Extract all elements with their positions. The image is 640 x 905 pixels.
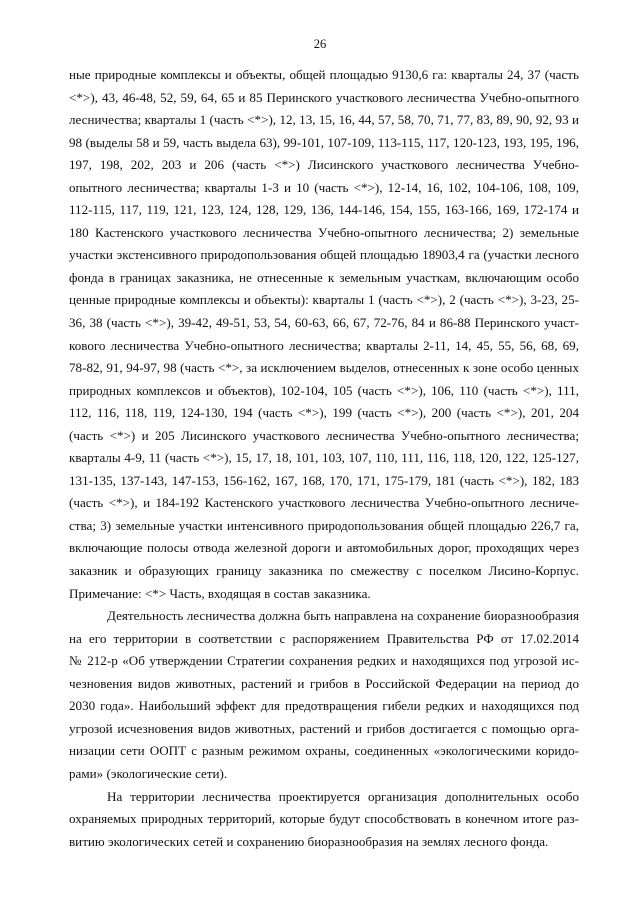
text-line: 197, 198, 202, 203 и 206 (часть <*>) Лисинского участкового лесничества Учебно-	[69, 157, 579, 173]
text-line: 131-135, 137-143, 147-153, 156-162, 167, 168, 170, 171, 175-179, 181 (часть <*>), 182, 183	[69, 472, 579, 488]
text-line: 2030 года». Наибольший эффект для предотвращения гибели редких и находящихся под	[69, 698, 579, 714]
text-line: лесничества; кварталы 1 (часть <*>), 12, 13, 15, 16, 44, 57, 58, 70, 71, 77, 83, 89, 90, 92, 93 и	[69, 112, 579, 128]
text-line: угрозой исчезновения видов животных, растений и грибов достигается с помощью орга-	[69, 720, 579, 736]
text-line: ценные природные комплексы и объекты): кварталы 1 (часть <*>), 2 (часть <*>), 3-23, 25-	[69, 292, 579, 308]
text-line: рами» (экологические сети).	[69, 765, 228, 781]
text-line: Деятельность лесничества должна быть направлена на сохранение биоразнообразия	[107, 608, 579, 624]
text-line: Примечание: <*> Часть, входящая в состав заказника.	[69, 585, 371, 601]
text-line: № 212-р «Об утверждении Стратегии сохранения редких и находящихся под угрозой ис-	[69, 653, 579, 669]
text-line: кварталы 4-9, 11 (часть <*>), 15, 17, 18, 101, 103, 107, 110, 111, 116, 118, 120, 122, 125-127,	[69, 450, 579, 466]
text-line: чезновения видов животных, растений и грибов в Российской Федерации на период до	[69, 675, 579, 691]
text-line: 180 Кастенского участкового лесничества Учебно-опытного лесничества; 2) земельные	[69, 224, 579, 240]
text-line: витию экологических сетей и сохранению биоразнообразия на землях лесного фонда.	[69, 833, 549, 849]
text-line: заказник и образующих границу заказника по смежеству с поселком Лисино-Корпус.	[69, 563, 579, 579]
text-line: включающие полосы отвода железной дороги и автомобильных дорог, проходящих через	[69, 540, 579, 556]
text-line: ства; 3) земельные участки интенсивного природопользования общей площадью 226,7 га,	[69, 517, 579, 533]
text-line: На территории лесничества проектируется организация дополнительных особо	[107, 788, 579, 804]
text-line: 36, 38 (часть <*>), 39-42, 49-51, 53, 54, 60-63, 66, 67, 72-76, 84 и 86-88 Перинского участ-	[69, 315, 579, 331]
text-line: опытного лесничества; кварталы 1-3 и 10 (часть <*>), 12-14, 16, 102, 104-106, 108, 109,	[69, 179, 579, 195]
text-line: 98 (выделы 58 и 59, часть выдела 63), 99-101, 107-109, 113-115, 117, 120-123, 193, 195, 196,	[69, 134, 579, 150]
text-line: низации сети ООПТ с разным режимом охраны, соединенных «экологическими коридо-	[69, 743, 579, 759]
text-line: охраняемых природных территорий, которые будут способствовать в конечном итоге раз-	[69, 811, 579, 827]
text-line: ные природные комплексы и объекты, общей площадью 9130,6 га: кварталы 24, 37 (часть	[69, 67, 579, 82]
page-number: 26	[313, 37, 327, 51]
text-line: фонда в границах заказника, не отнесенные к земельным участкам, включающим особо	[69, 269, 579, 285]
text-line: (часть <*>), и 184-192 Кастенского участкового лесничества Учебно-опытного лесниче-	[69, 495, 579, 511]
body-text	[69, 64, 579, 853]
text-line: 78-82, 91, 94-97, 98 (часть <*>, за исключением выделов, отнесенных к зоне особо ценных	[69, 360, 579, 376]
text-line: (часть <*>) и 205 Лисинского участкового лесничества Учебно-опытного лесничества;	[69, 427, 579, 443]
text-line: на его территории в соответствии с распоряжением Правительства РФ от 17.02.2014	[69, 630, 579, 646]
text-line: природных комплексов и объектов), 102-104, 105 (часть <*>), 106, 110 (часть <*>), 111,	[69, 382, 579, 398]
text-line: участки экстенсивного природопользования общей площадью 18903,4 га (участки лесного	[69, 247, 579, 263]
text-line: кового лесничества Учебно-опытного лесничества; кварталы 2-11, 14, 45, 55, 56, 68, 69,	[69, 337, 579, 353]
text-line: <*>), 43, 46-48, 52, 59, 64, 65 и 85 Перинского участкового лесничества Учебно-опытного	[69, 89, 579, 105]
text-line: 112-115, 117, 119, 121, 123, 124, 128, 129, 136, 144-146, 154, 155, 163-166, 169, 172-174 и	[69, 202, 579, 218]
text-line: 112, 116, 118, 119, 124-130, 194 (часть <*>), 199 (часть <*>), 200 (часть <*>), 201, 204	[69, 405, 579, 421]
